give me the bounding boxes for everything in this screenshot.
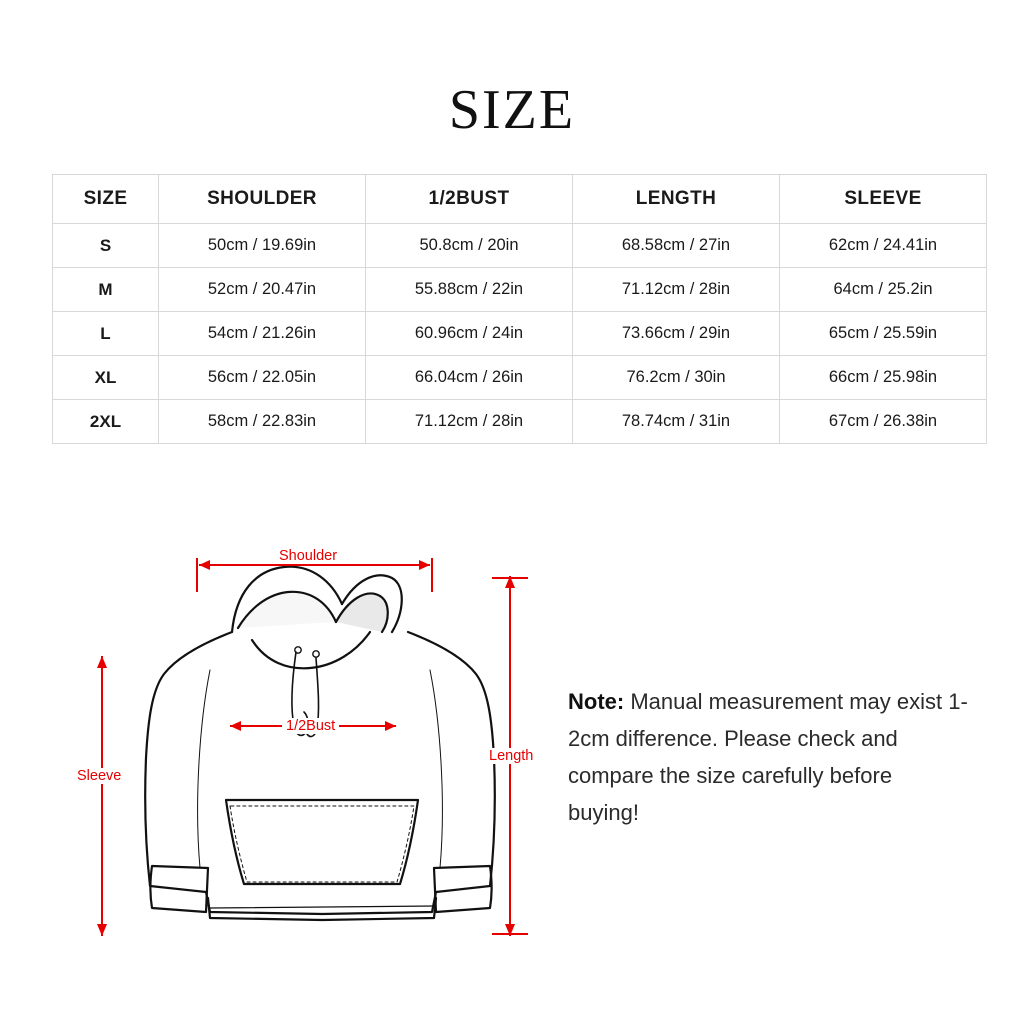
cell-shoulder: 58cm / 22.83in [159,400,366,444]
table-row [53,356,987,400]
size-chart-table [52,174,987,444]
cell-bust: 55.88cm / 22in [366,268,573,312]
label-length: Length [485,748,537,764]
table-row [53,268,987,312]
table-row [53,312,987,356]
cell-shoulder: 56cm / 22.05in [159,356,366,400]
page-title: SIZE [448,79,576,141]
table-row [53,224,987,268]
label-shoulder: Shoulder [275,548,341,564]
cell-bust: 66.04cm / 26in [366,356,573,400]
cell-length: 68.58cm / 27in [573,224,780,268]
cell-size: S [53,224,159,268]
cell-size: 2XL [53,400,159,444]
column-header-bust: 1/2BUST [366,175,573,224]
note-body: Manual measurement may exist 1-2cm difference. Please check and compare the size carefully before buying! [568,689,968,825]
cell-length: 78.74cm / 31in [573,400,780,444]
cell-length: 76.2cm / 30in [573,356,780,400]
label-bust: 1/2Bust [282,718,339,734]
cell-size: M [53,268,159,312]
cell-bust: 60.96cm / 24in [366,312,573,356]
table-row [53,400,987,444]
cell-size: L [53,312,159,356]
column-header-shoulder: SHOULDER [159,175,366,224]
hoodie-illustration [60,520,540,960]
column-header-length: LENGTH [573,175,780,224]
cell-bust: 50.8cm / 20in [366,224,573,268]
note-prefix: Note: [568,689,625,714]
cell-shoulder: 54cm / 21.26in [159,312,366,356]
cell-sleeve: 62cm / 24.41in [780,224,987,268]
cell-sleeve: 64cm / 25.2in [780,268,987,312]
cell-sleeve: 66cm / 25.98in [780,356,987,400]
cell-length: 71.12cm / 28in [573,268,780,312]
measurement-diagram [60,520,540,960]
cell-bust: 71.12cm / 28in [366,400,573,444]
cell-sleeve: 65cm / 25.59in [780,312,987,356]
column-header-sleeve: SLEEVE [780,175,987,224]
label-sleeve: Sleeve [73,768,125,784]
cell-shoulder: 50cm / 19.69in [159,224,366,268]
cell-size: XL [53,356,159,400]
note-text [568,683,968,831]
cell-shoulder: 52cm / 20.47in [159,268,366,312]
column-header-size: SIZE [53,175,159,224]
table-header-row [53,175,987,224]
cell-length: 73.66cm / 29in [573,312,780,356]
cell-sleeve: 67cm / 26.38in [780,400,987,444]
